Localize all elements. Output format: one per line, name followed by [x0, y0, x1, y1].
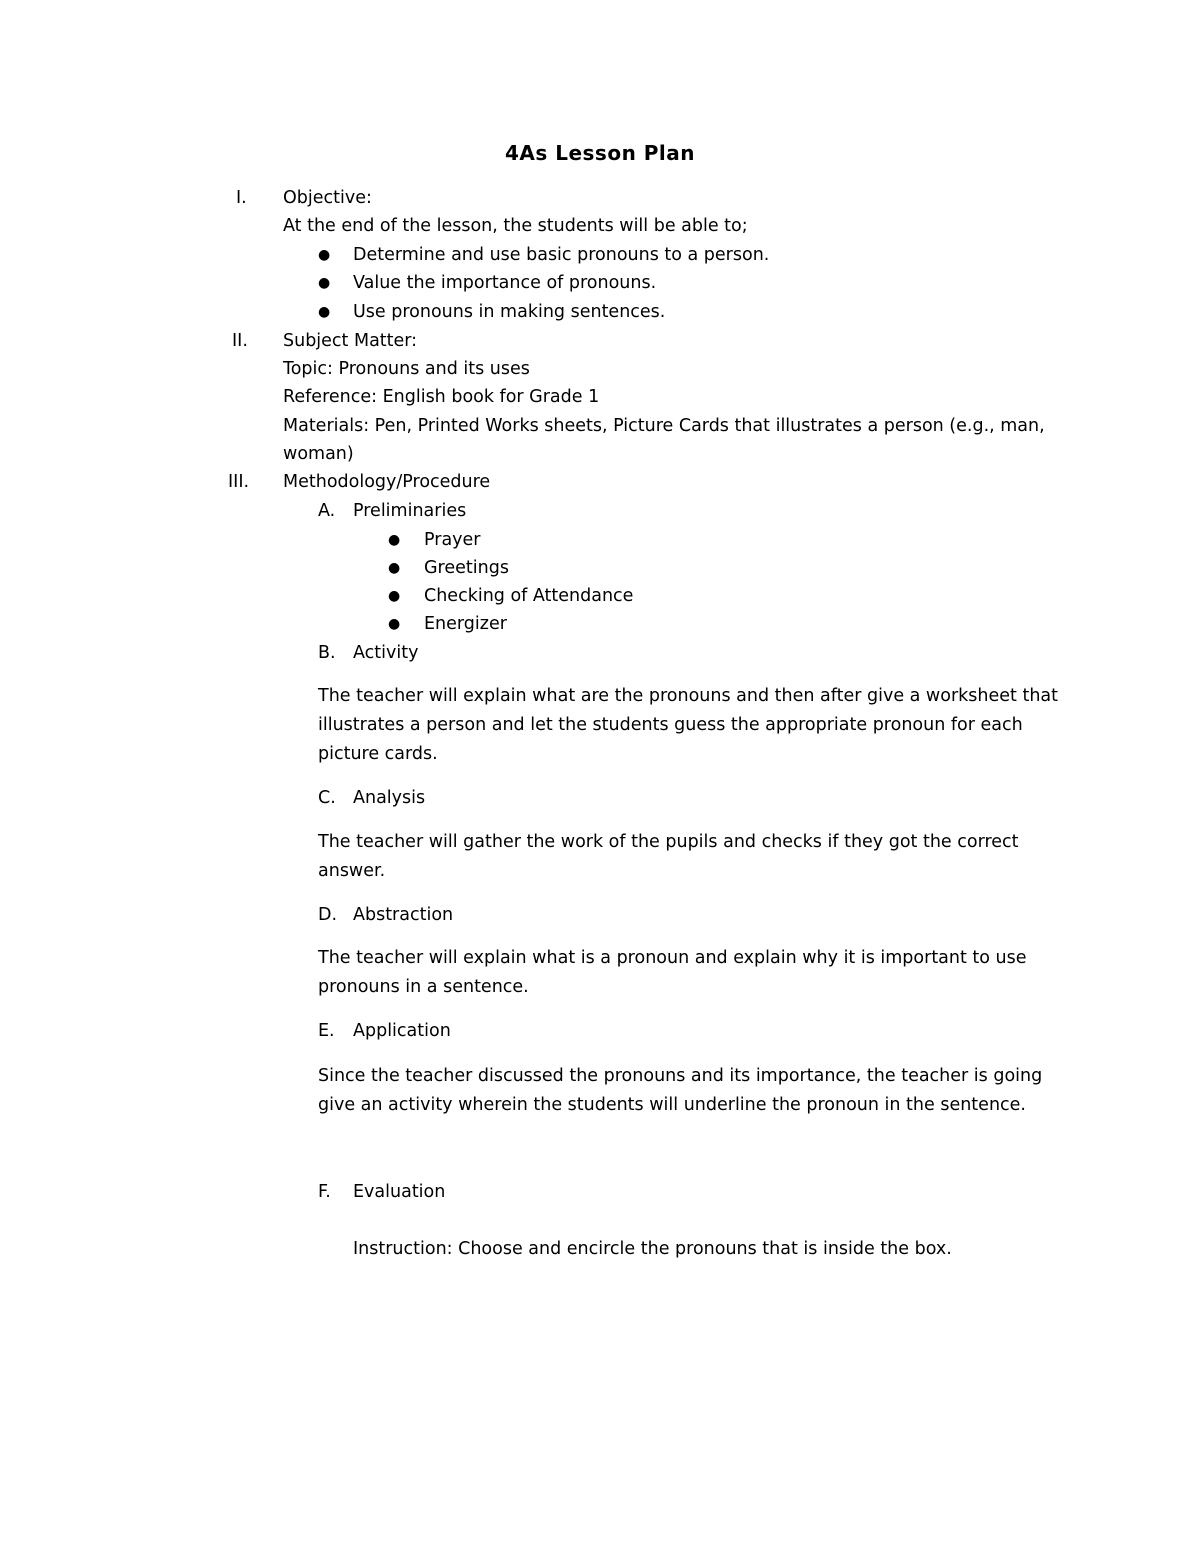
preliminary-item: Greetings: [424, 558, 509, 578]
preliminary-item: Checking of Attendance: [424, 586, 634, 606]
subsection-letter: C.: [318, 788, 336, 808]
bullet-icon: ●: [388, 532, 401, 548]
subsection-heading-evaluation: Evaluation: [353, 1182, 446, 1202]
section-numeral: I.: [236, 188, 247, 208]
section-heading-methodology: Methodology/Procedure: [283, 472, 491, 492]
section-heading-objective: Objective:: [283, 188, 372, 208]
bullet-icon: ●: [388, 560, 401, 576]
subsection-letter: A.: [318, 501, 336, 521]
section-numeral: II.: [232, 331, 248, 351]
reference-line: Reference: English book for Grade 1: [283, 387, 600, 407]
objective-item: Determine and use basic pronouns to a person.: [353, 245, 770, 265]
application-paragraph: Since the teacher discussed the pronouns and its importance, the teacher is going give an activity wherein the students will underline the pronoun in the sentence.: [318, 1066, 1043, 1115]
subsection-letter: F.: [318, 1182, 331, 1202]
objective-intro: At the end of the lesson, the students will be able to;: [283, 216, 748, 236]
preliminary-item: Prayer: [424, 530, 481, 550]
bullet-icon: ●: [318, 247, 331, 263]
subsection-heading-abstraction: Abstraction: [353, 905, 454, 925]
preliminary-item: Energizer: [424, 614, 507, 634]
subsection-heading-application: Application: [353, 1021, 451, 1041]
bullet-icon: ●: [318, 275, 331, 291]
objective-item: Use pronouns in making sentences.: [353, 302, 666, 322]
subsection-heading-preliminaries: Preliminaries: [353, 501, 467, 521]
bullet-icon: ●: [318, 304, 331, 320]
topic-line: Topic: Pronouns and its uses: [283, 359, 530, 379]
page-title: 4As Lesson Plan: [504, 141, 696, 165]
subsection-letter: D.: [318, 905, 338, 925]
abstraction-paragraph: The teacher will explain what is a pronoun and explain why it is important to use pronouns in a sentence.: [318, 948, 1027, 997]
section-heading-subject-matter: Subject Matter:: [283, 331, 418, 351]
subsection-heading-activity: Activity: [353, 643, 419, 663]
materials-line: Materials: Pen, Printed Works sheets, Picture Cards that illustrates a person (e.g., man,: [283, 416, 1045, 436]
section-numeral: III.: [228, 472, 250, 492]
objective-item: Value the importance of pronouns.: [353, 273, 657, 293]
bullet-icon: ●: [388, 616, 401, 632]
analysis-paragraph: The teacher will gather the work of the pupils and checks if they got the correct answer.: [318, 832, 1019, 881]
subsection-letter: B.: [318, 643, 336, 663]
materials-line-continued: woman): [283, 444, 354, 464]
subsection-heading-analysis: Analysis: [353, 788, 426, 808]
activity-paragraph: The teacher will explain what are the pronouns and then after give a worksheet that illustrates a person and let the students guess the appropriate pronoun for each picture cards.: [318, 686, 1058, 764]
bullet-icon: ●: [388, 588, 401, 604]
evaluation-instruction: Instruction: Choose and encircle the pronouns that is inside the box.: [353, 1239, 952, 1259]
subsection-letter: E.: [318, 1021, 335, 1041]
